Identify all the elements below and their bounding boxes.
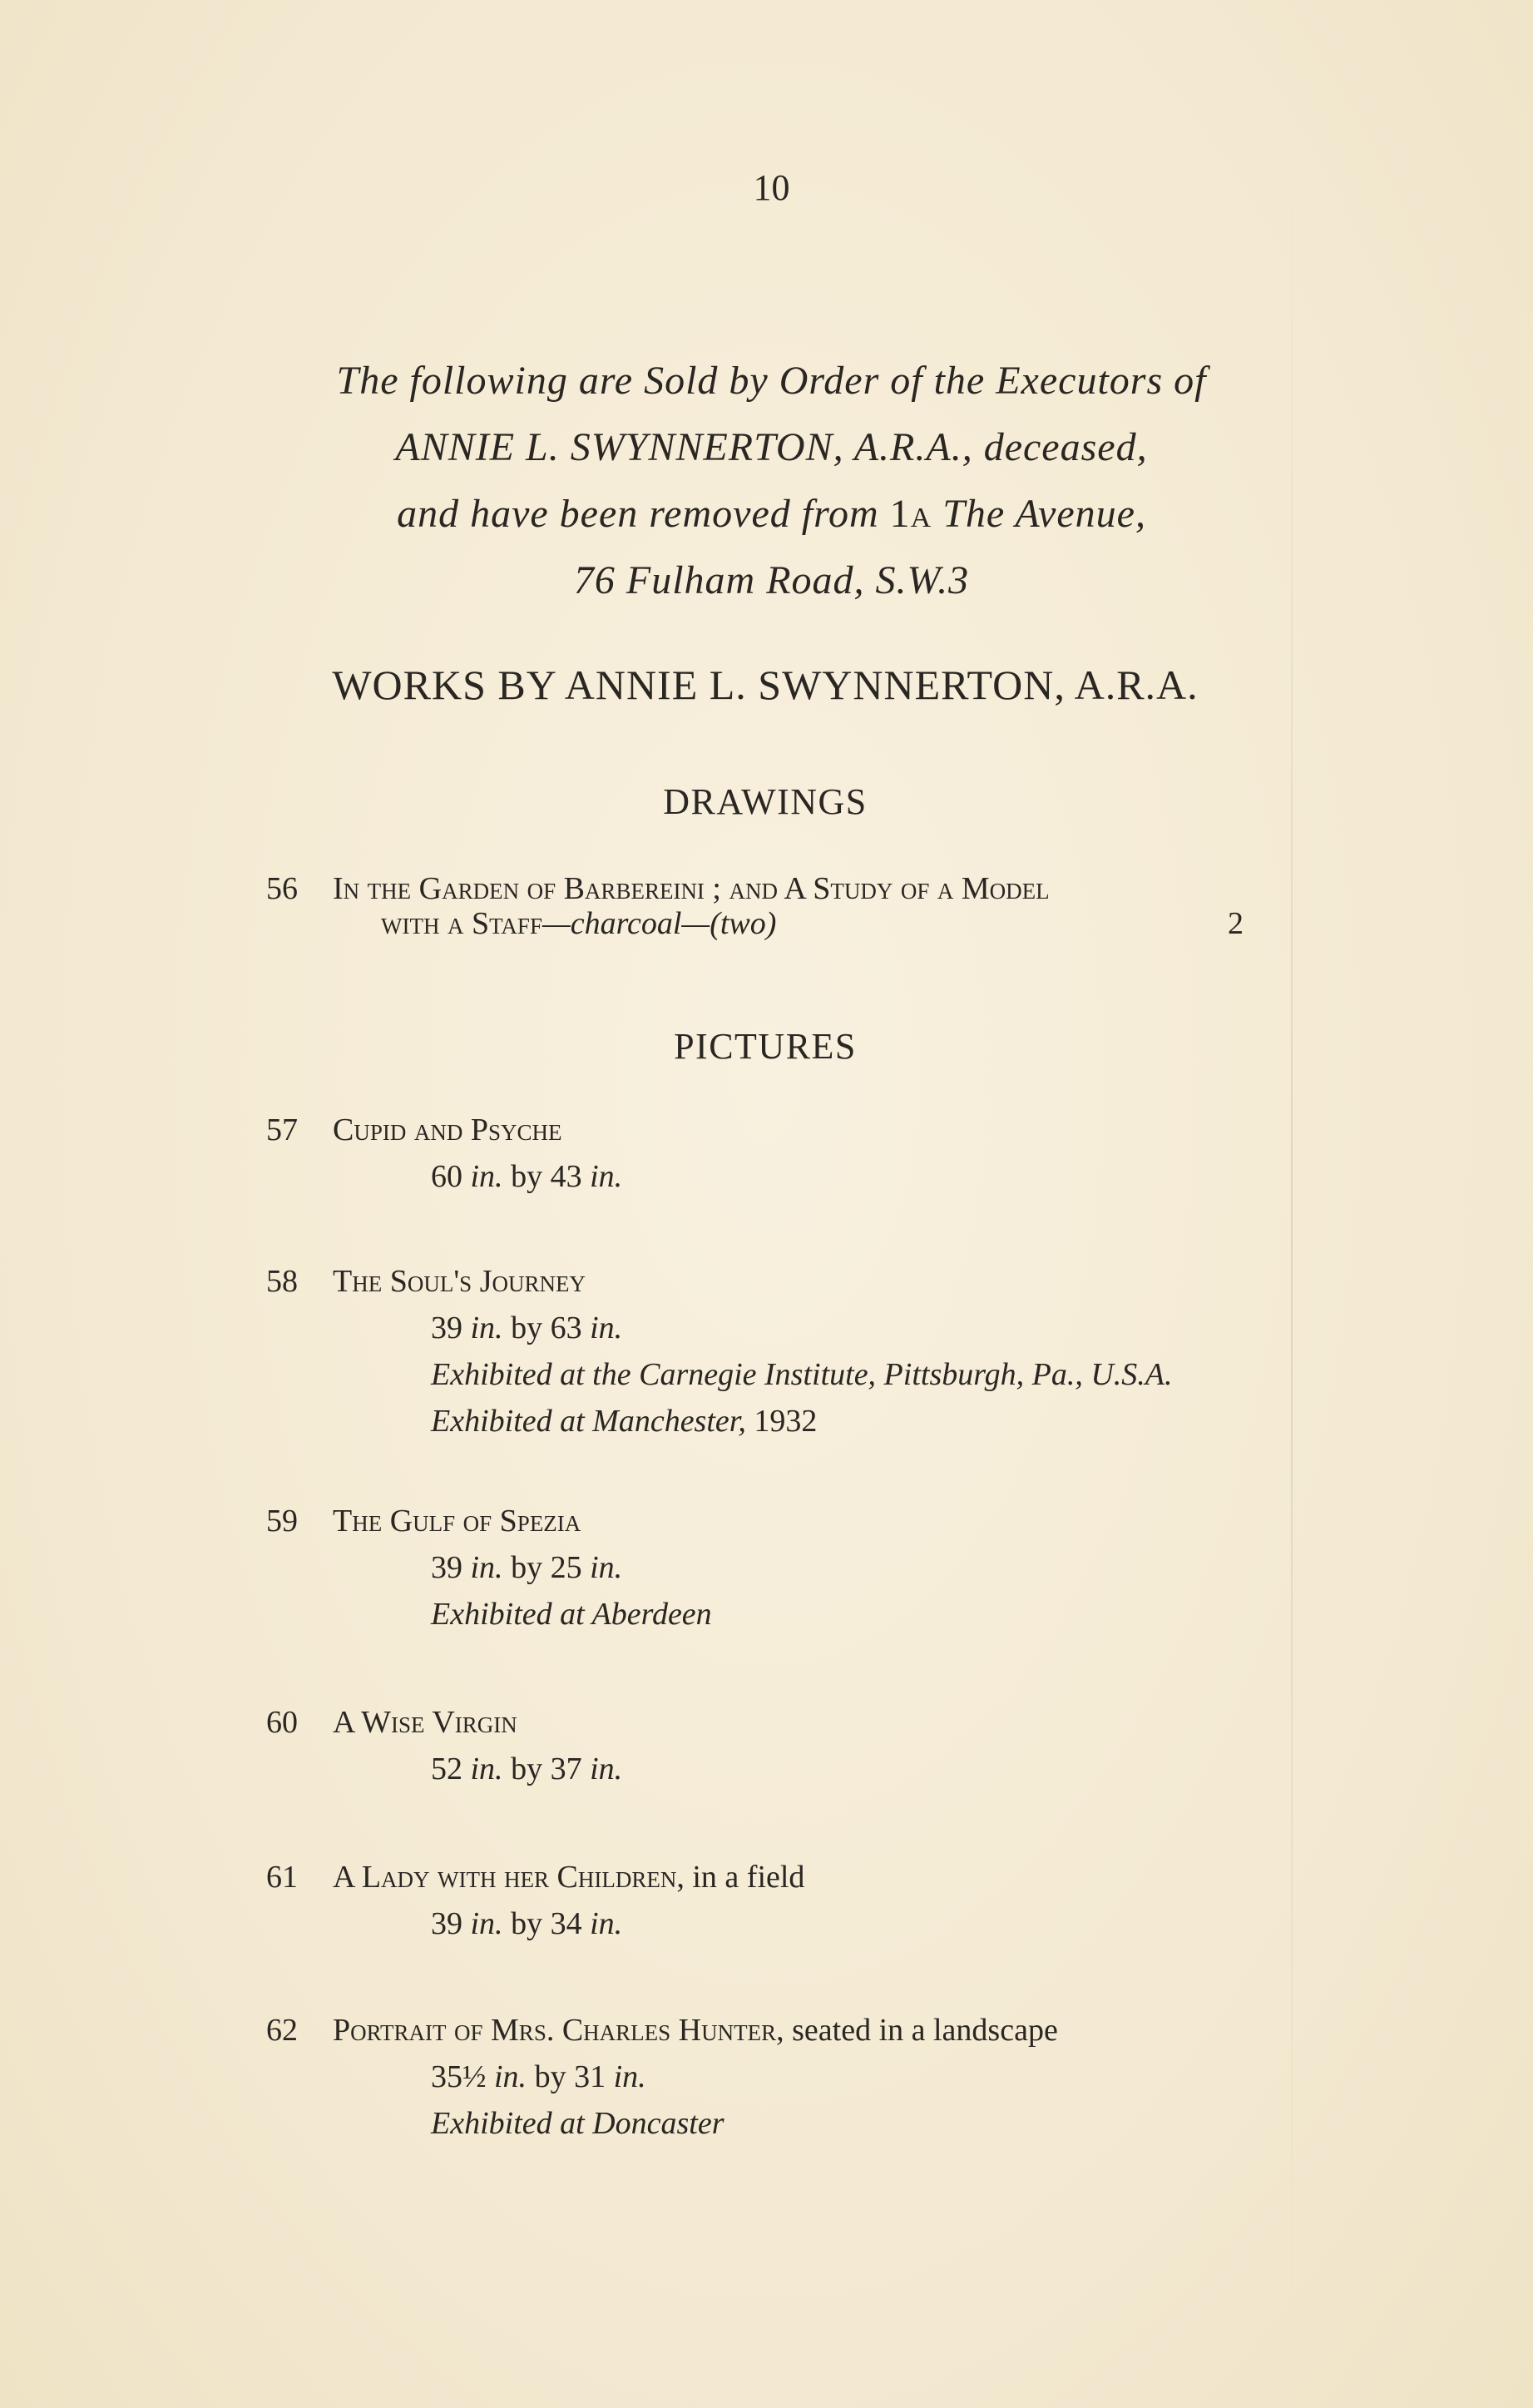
lot-dimensions: 39 in. by 25 in. <box>431 1550 623 1585</box>
lot-exhibition: Exhibited at Aberdeen <box>431 1597 712 1632</box>
lot-number: 62 <box>266 2013 298 2048</box>
notice-line-3-end: The Avenue, <box>942 492 1146 536</box>
lot-dimensions: 60 in. by 43 in. <box>431 1159 623 1194</box>
lot-exhibition: Exhibited at Doncaster <box>431 2106 724 2141</box>
lot-number: 56 <box>266 871 298 906</box>
lot-dimensions: 39 in. by 63 in. <box>431 1311 623 1345</box>
lot-quantity: 2 <box>1228 906 1244 941</box>
page-number: 10 <box>753 167 790 208</box>
lot-title: The Gulf of Spezia <box>333 1504 581 1538</box>
lot-title: In the Garden of Barbereini ; and A Study of a Model <box>333 871 1050 906</box>
lot-dimensions: 39 in. by 34 in. <box>431 1906 623 1941</box>
lot-exhibition: Exhibited at the Carnegie Institute, Pittsburgh, Pa., U.S.A. <box>431 1357 1173 1392</box>
drawings-heading: DRAWINGS <box>663 781 868 822</box>
lot-dimensions: 35½ in. by 31 in. <box>431 2059 646 2094</box>
works-heading: WORKS BY ANNIE L. SWYNNERTON, A.R.A. <box>332 661 1199 708</box>
lot-title: A Wise Virgin <box>333 1705 517 1740</box>
lot-medium: —charcoal—(two) <box>541 906 777 941</box>
notice-line-3 <box>0 481 1533 547</box>
lot-title: Cupid and Psyche <box>333 1112 562 1147</box>
lot-title: A Lady with her Children, in a field <box>333 1860 805 1895</box>
lot-exhibition: Exhibited at Manchester, 1932 <box>431 1404 818 1439</box>
lot-number: 59 <box>266 1504 298 1538</box>
lot-title-line-2: with a Staff <box>381 906 542 941</box>
notice-address-number: 1a <box>889 492 932 536</box>
lot-number: 58 <box>266 1264 298 1299</box>
notice-line-3-start: and have been removed from <box>397 492 879 536</box>
lot-number: 60 <box>266 1705 298 1740</box>
lot-title-continued <box>381 905 776 942</box>
pictures-heading: PICTURES <box>674 1026 857 1067</box>
lot-dimensions: 52 in. by 37 in. <box>431 1751 623 1786</box>
notice-line-1: The following are Sold by Order of the Executors of <box>336 359 1207 403</box>
notice-line-4: 76 Fulham Road, S.W.3 <box>573 558 970 602</box>
notice-line-2: ANNIE L. SWYNNERTON, A.R.A., deceased, <box>395 425 1148 469</box>
lot-title: The Soul's Journey <box>333 1264 586 1299</box>
lot-number: 61 <box>266 1860 298 1895</box>
lot-number: 57 <box>266 1112 298 1147</box>
lot-title: Portrait of Mrs. Charles Hunter, seated in a landscape <box>333 2013 1058 2048</box>
